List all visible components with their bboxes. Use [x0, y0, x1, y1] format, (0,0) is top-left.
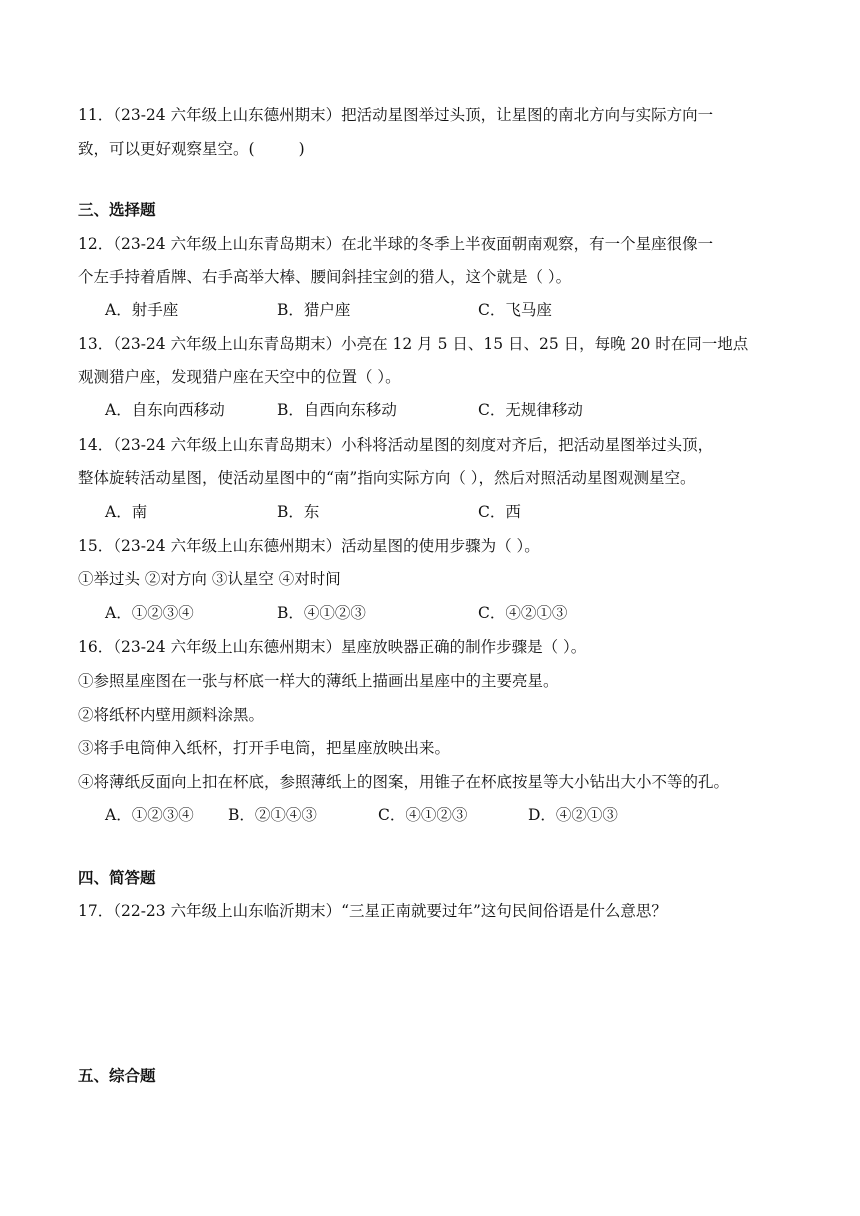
section-heading-short-answer: 四、简答题	[78, 868, 156, 887]
question-16-line-1: 16．（23-24 六年级上山东德州期末）星座放映器正确的制作步骤是（ ）。	[78, 638, 587, 656]
question-14-option-a[interactable]: A．南	[105, 503, 148, 521]
question-11-line-2	[78, 138, 305, 160]
section-heading-choice: 三、选择题	[78, 200, 156, 219]
question-14-option-c[interactable]: C．西	[478, 503, 521, 521]
question-15-option-a[interactable]: A．①②③④	[105, 604, 194, 622]
question-12-line-2: 个左手持着盾牌、右手高举大棒、腰间斜挂宝剑的猎人，这个就是（ ）。	[78, 268, 572, 286]
question-16-step-2: ②将纸杯内壁用颜料涂黑。	[78, 706, 265, 724]
question-11-line-1: 11．（23-24 六年级上山东德州期末）把活动星图举过头顶，让星图的南北方向与实际方向一	[78, 106, 714, 124]
question-11-close-paren: )	[298, 140, 305, 158]
question-16-option-d[interactable]: D．④②①③	[528, 806, 618, 824]
question-14-option-b[interactable]: B．东	[277, 503, 320, 521]
question-14-line-2: 整体旋转活动星图，使活动星图中的“南”指向实际方向（ ），然后对照活动星图观测星空。	[78, 469, 696, 487]
question-12-option-c[interactable]: C．飞马座	[478, 301, 552, 319]
question-13-option-b[interactable]: B．自西向东移动	[277, 401, 397, 419]
section-heading-comprehensive: 五、综合题	[78, 1066, 156, 1085]
question-17-line-1: 17．（22-23 六年级上山东临沂期末）“三星正南就要过年”这句民间俗语是什么意思？	[78, 902, 667, 920]
question-16-option-a[interactable]: A．①②③④	[105, 806, 194, 824]
question-16-option-c[interactable]: C．④①②③	[378, 806, 468, 824]
question-16-option-b[interactable]: B．②①④③	[228, 806, 317, 824]
question-13-option-c[interactable]: C．无规律移动	[478, 401, 583, 419]
question-13-option-a[interactable]: A．自东向西移动	[105, 401, 225, 419]
question-16-step-4: ④将薄纸反面向上扣在杯底，参照薄纸上的图案，用锥子在杯底按星等大小钻出大小不等的孔。	[78, 773, 730, 791]
question-12-option-a[interactable]: A．射手座	[105, 301, 179, 319]
question-15-option-c[interactable]: C．④②①③	[478, 604, 568, 622]
question-16-step-3: ③将手电筒伸入纸杯，打开手电筒，把星座放映出来。	[78, 739, 451, 757]
question-13-line-1: 13．（23-24 六年级上山东青岛期末）小亮在 12 月 5 日、15 日、25 日，每晚 20 时在同一地点	[78, 335, 749, 353]
question-14-line-1: 14．（23-24 六年级上山东青岛期末）小科将活动星图的刻度对齐后，把活动星图举过头顶，	[78, 436, 714, 454]
question-12-option-b[interactable]: B．猎户座	[277, 301, 351, 319]
question-15-option-b[interactable]: B．④①②③	[277, 604, 366, 622]
question-11-text: 致，可以更好观察星空。(	[78, 140, 255, 158]
question-13-line-2: 观测猎户座，发现猎户座在天空中的位置（ ）。	[78, 368, 401, 386]
question-15-steps: ①举过头 ②对方向 ③认星空 ④对时间	[78, 570, 341, 588]
question-15-line-1: 15．（23-24 六年级上山东德州期末）活动星图的使用步骤为（ ）。	[78, 537, 540, 555]
question-12-line-1: 12．（23-24 六年级上山东青岛期末）在北半球的冬季上半夜面朝南观察，有一个星座很像一	[78, 235, 714, 253]
question-16-step-1: ①参照星座图在一张与杯底一样大的薄纸上描画出星座中的主要亮星。	[78, 672, 559, 690]
